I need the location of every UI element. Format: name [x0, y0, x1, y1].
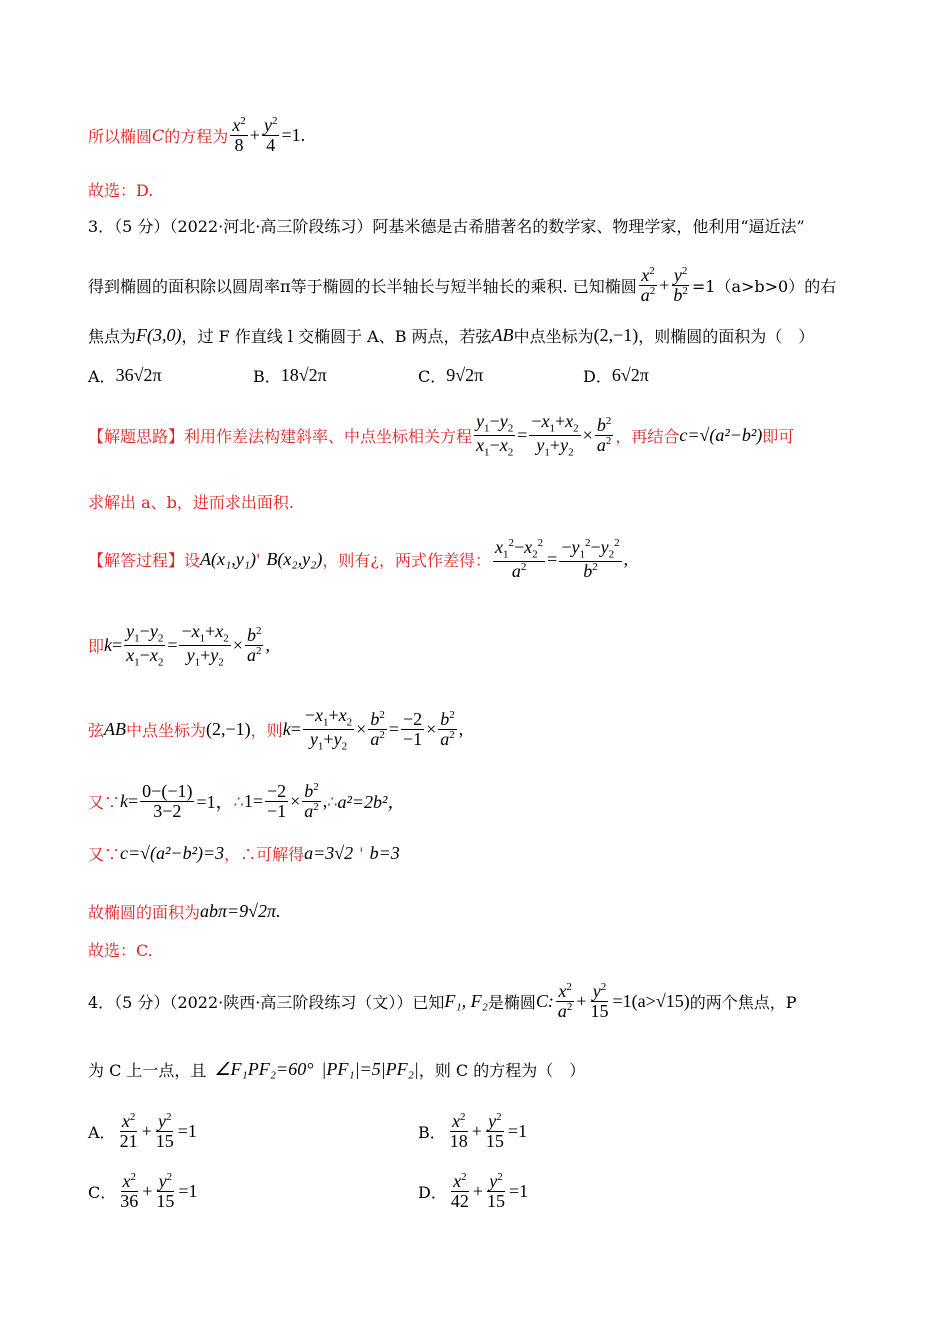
q2-conclusion-c: C — [152, 125, 165, 145]
q2-answer: 故选：D. — [88, 181, 154, 200]
q4-stem-line2: 为 C 上一点，且 ∠F₁PF₂=60° |PF₁|=5|PF₂| ，则 C 的方程为（ ） — [88, 1059, 586, 1080]
q3-option-a: A． 36√2π — [88, 365, 162, 386]
q3-midpoint: (2,−1) — [593, 325, 639, 345]
q3-idea-formula: $\frac{y_1-y_2}{x_1-x_2}$ = $\frac{-x_1+x_2}{y_1+y_2}$ × $\frac{b^2}{a^2}$ — [476, 411, 612, 459]
q3-process: 【解答过程】 设 A(x₁,y₁) ' B(x₂,y₂) ，则有 ¿ ，两式作差得： $\frac{x_1^2-x_2^2}{a^2}$ = $\frac{-y_1^2-y_2^2}{b^2}$ , — [88, 537, 629, 582]
q3-area: 故椭圆的面积为 abπ=9√2π. — [88, 901, 281, 922]
q3-stem-line1: 3．（5 分）（2022·河北·高三阶段练习）阿基米德是古希腊著名的数学家、物理学家，他利用“逼近法” — [88, 217, 805, 236]
q4-option-c: C． $\frac{x^2}{36}$ + $\frac{y^2}{15}$ =1 — [88, 1171, 198, 1211]
q4-option-d: D． $\frac{x^2}{42}$ + $\frac{y^2}{15}$ =1 — [418, 1171, 529, 1211]
q2-conclusion-mid: 的方程为 — [164, 126, 229, 146]
q3-option-b: B． 18√2π — [253, 365, 327, 386]
q3-idea: 【解题思路】 利用作差法构建斜率、中点坐标相关方程 $\frac{y_1-y_2}{x_1-x_2}$ = $\frac{-x_1+x_2}{y_1+y_2}$ × $\frac{b^2}{a^2}$ ，再结合 c=√(a²−b²) 即可 — [88, 411, 795, 459]
q3-option-d: D． 6√2π — [583, 365, 649, 386]
q4-stem-line1: 4．（5 分）（2022·陕西·高三阶段练习（文））已知 F₁, F₂ 是椭圆 C: $\frac{x^2}{a^2}$ + $\frac{y^2}{15}$ =1(a>√15) 的两个焦点，P — [88, 981, 797, 1021]
q3-stem-line3: 焦点为 F(3,0) ，过 F 作直线 l 交椭圆于 A、B 两点，若弦 AB 中点坐标为 (2,−1) ，则椭圆的面积为（ ） — [88, 325, 815, 346]
q2-conclusion — [88, 116, 305, 155]
q3-step-c: 又∵ c=√(a²−b²)=3 ，∴可解得 a=3√2 ' b=3 — [88, 843, 400, 864]
q2-conclusion-prefix: 所以椭圆 — [88, 126, 153, 146]
q4-option-b: B． $\frac{x^2}{18}$ + $\frac{y^2}{15}$ =1 — [418, 1111, 528, 1151]
q3-process-tag: 【解答过程】 — [88, 551, 185, 571]
q4-option-a: A． $\frac{x^2}{21}$ + $\frac{y^2}{15}$ =1 — [88, 1111, 197, 1151]
q3-option-c: C． 9√2π — [418, 365, 484, 386]
q3-idea-tag: 【解题思路】 — [88, 427, 185, 447]
q2-ellipse-equation: $\frac{x^2}{8}$ + $\frac{y^2}{4}$ =1. — [232, 115, 306, 155]
q3-ellipse-equation: $\frac{x^2}{a^2}$ + $\frac{y^2}{b^2}$ — [640, 265, 688, 305]
q3-difference-equation: $\frac{x_1^2-x_2^2}{a^2}$ = $\frac{-y_1^2-y_2^2}{b^2}$ , — [495, 537, 629, 582]
q3-stem-line2: 得到椭圆的面积除以圆周率π等于椭圆的长半轴长与短半轴长的乘积. 已知椭圆 $\frac{x^2}{a^2}$ + $\frac{y^2}{b^2}$ =1（a>b>0）的右 — [88, 265, 837, 305]
q3-answer: 故选：C. — [88, 941, 153, 960]
q3-step-midpoint: 弦 AB 中点坐标为 (2,−1) ，则 k = $\frac{-x_1+x_2}{y_1+y_2}$ × $\frac{b^2}{a^2}$ = $\frac{-2}{-1}$ × $\frac{b^2}{a^2}$ , — [88, 705, 464, 753]
q3-step-k-value: 又∵ k = $\frac{0-(-1)}{3-2}$ =1， ∴ 1= $\frac{-2}{-1}$ × $\frac{b^2}{a^2}$ , ∴ a²=2b²， — [88, 781, 406, 821]
q3-focus: F(3,0) — [136, 325, 182, 345]
q3-idea-line2: 求解出 a、b，进而求出面积. — [88, 493, 294, 512]
q3-step-slope: 即 k = $\frac{y_1-y_2}{x_1-x_2}$ = $\frac{-x_1+x_2}{y_1+y_2}$ × $\frac{b^2}{a^2}$ , — [88, 621, 270, 669]
